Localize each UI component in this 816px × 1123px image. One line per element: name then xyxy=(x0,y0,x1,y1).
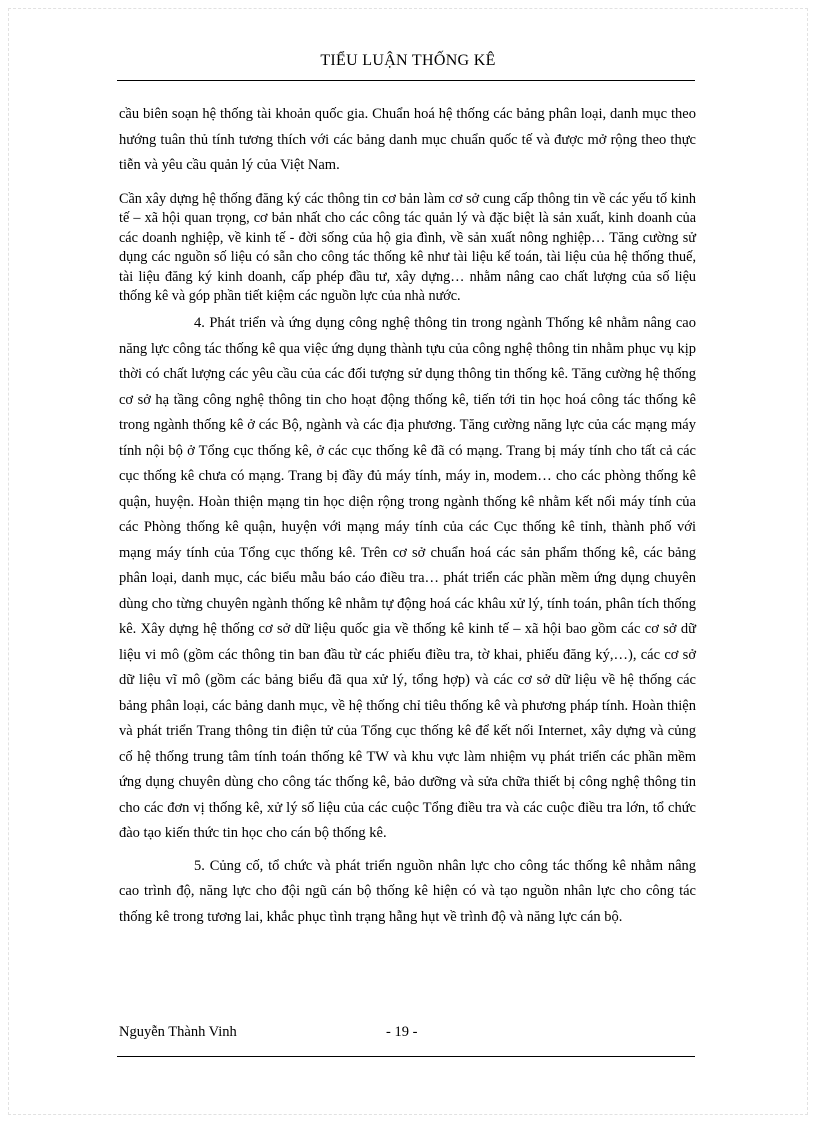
footer-author: Nguyễn Thành Vinh xyxy=(119,1024,237,1040)
paragraph-item-5: 5. Củng cố, tổ chức và phát triển nguồn nhân lực cho công tác thống kê nhằm nâng cao trình độ, năng lực cho đội ngũ cán bộ thống kê hiện có và tạo nguồn nhân lực cho công tác thống kê trong tương lai, khắc phục tình trạng hẫng hụt về trình độ và năng lực cán bộ. xyxy=(119,857,696,925)
header-divider xyxy=(117,80,695,81)
paragraph-continuation: cầu biên soạn hệ thống tài khoản quốc gia. Chuẩn hoá hệ thống các bảng phân loại, danh mục theo hướng tuân thủ tính tương thích với các bảng danh mục chuẩn quốc tế và được mở rộng theo thực tiễn và yêu cầu quản lý của Việt Nam. xyxy=(119,106,696,173)
footer-page-number: - 19 - xyxy=(386,1024,418,1040)
document-body xyxy=(119,102,696,930)
paragraph-registration: Cần xây dựng hệ thống đăng ký các thông tin cơ bản làm cơ sở cung cấp thông tin về các yếu tố kinh tế – xã hội quan trọng, cơ bản nhất cho các công tác quản lý và đặc biệt là sản xuất, kinh doanh của các doanh nghiệp, về kinh tế - đời sống của hộ gia đình, về sản xuất nông nghiệp… Tăng cường sử dụng các nguồn số liệu có sẵn cho công tác thống kê như tài liệu kế toán, tài liệu của hệ thống thuế, tài liệu đăng ký kinh doanh, cấp phép đầu tư, xây dựng… nhằm nâng cao chất lượng của số liệu thống kê và góp phần tiết kiệm các nguồn lực của nhà nước. xyxy=(119,190,696,305)
page-header-title: TIỂU LUẬN THỐNG KÊ xyxy=(320,52,496,69)
paragraph-item-4: 4. Phát triển và ứng dụng công nghệ thông tin trong ngành Thống kê nhằm nâng cao năng lực công tác thống kê qua việc ứng dụng thành tựu của công nghệ thông tin nhằm phục vụ kịp thời có chất lượng các yêu cầu của các đối tượng sử dụng thông tin thống kê. Tăng cường hệ thống cơ sở hạ tầng công nghệ thông tin cho hoạt động thống kê, tiến tới tin học hoá công tác thống kê trong ngành thống kê ở các Bộ, ngành và các địa phương. Tăng cường năng lực của các mạng máy tính nội bộ ở Tổng cục thống kê, ở các cục thống kê đã có mạng. Trang bị máy tính cho tất cả các cục thống kê chưa có mạng. Trang bị đầy đủ máy tính, máy in, modem… cho các phòng thống kê quận, huyện. Hoàn thiện mạng tin học diện rộng trong ngành thống kê nhằm kết nối máy tính của các Phòng thống kê quận, huyện với mạng máy tính của các Cục thống kê tỉnh, thành phố với mạng máy tính của Tổng cục thống kê. Trên cơ sở chuẩn hoá các sản phẩm thống kê, các bảng phân loại, danh mục, các biểu mẫu báo cáo điều tra… phát triển các phần mềm ứng dụng chuyên dùng cho từng chuyên ngành thống kê nhằm tự động hoá các khâu xử lý, tính toán, phân tích thống kê. Xây dựng hệ thống cơ sở dữ liệu quốc gia về thống kê kinh tế – xã hội bao gồm các cơ sở dữ liệu vi mô (gồm các thông tin ban đầu từ các phiếu điều tra, tờ khai, phiếu đăng ký,…), các cơ sở dữ liệu vĩ mô (gồm các bảng biểu đã qua xử lý, tổng hợp) và các cơ sở dữ liệu về hệ thống các bảng phân loại, các bảng danh mục, về hệ thống chỉ tiêu thống kê và phương pháp tính. Hoàn thiện và phát triển Trang thông tin điện tử của Tổng cục thống kê để kết nối Internet, xây dựng và củng cố hệ thống trung tâm tính toán thống kê TW và khu vực làm nhiệm vụ phát triển các phần mềm ứng dụng chuyên dùng cho công tác thống kê, bảo dưỡng và sửa chữa thiết bị công nghệ thông tin cho các đơn vị thống kê, xử lý số liệu của các cuộc Tổng điều tra và các cuộc điều tra lớn, tổ chức đào tạo kiến thức tin học cho cán bộ thống kê. xyxy=(119,315,696,842)
footer-divider xyxy=(117,1056,695,1057)
